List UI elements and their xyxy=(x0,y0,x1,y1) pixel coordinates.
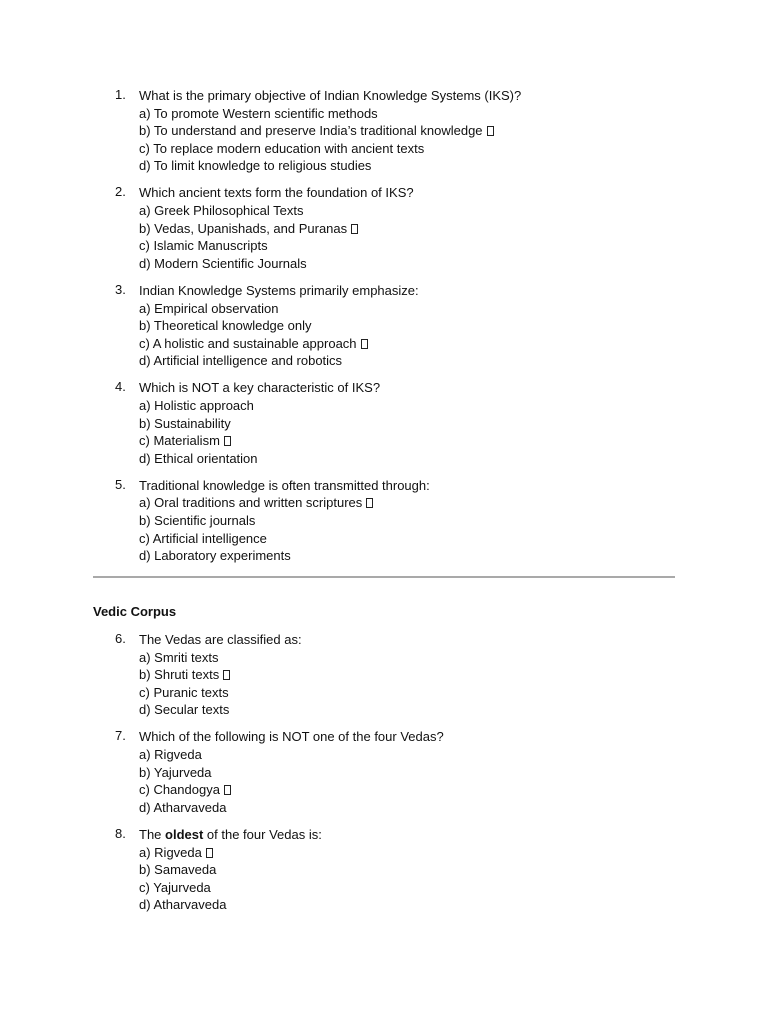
option-text: b) Scientific journals xyxy=(139,513,256,529)
option-text: a) Empirical observation xyxy=(139,300,279,316)
option-b xyxy=(139,122,768,140)
question-number: 5. xyxy=(115,476,126,492)
option-a xyxy=(139,746,768,764)
option-a xyxy=(139,105,768,123)
option-a xyxy=(139,649,768,667)
option-c xyxy=(139,530,768,548)
option-text: a) Rigveda xyxy=(139,844,202,860)
question-2 xyxy=(0,184,768,272)
option-text: c) Yajurveda xyxy=(139,879,211,895)
question-text-part: The xyxy=(139,826,166,842)
option-text: d) Laboratory experiments xyxy=(139,548,291,564)
option-b xyxy=(139,764,768,782)
option-a xyxy=(139,397,768,415)
option-text: b) Shruti texts xyxy=(139,667,220,683)
option-a xyxy=(139,494,768,512)
option-b xyxy=(139,220,768,238)
question-text-emphasis: oldest xyxy=(165,826,204,842)
question-number: 1. xyxy=(115,87,126,102)
option-text: c) Islamic Manuscripts xyxy=(139,238,268,254)
question-1 xyxy=(0,87,768,175)
horizontal-divider xyxy=(93,576,675,578)
option-b xyxy=(139,317,768,335)
question-text: What is the primary objective of Indian Knowledge Systems (IKS)? xyxy=(139,88,522,103)
option-text: a) Smriti texts xyxy=(139,649,219,665)
question-list-1 xyxy=(0,87,768,565)
answer-mark-icon xyxy=(361,339,368,349)
question-text: Which is NOT a key characteristic of IKS? xyxy=(139,380,381,396)
question-number: 2. xyxy=(115,184,126,200)
option-c xyxy=(139,237,768,255)
option-a xyxy=(139,844,768,862)
question-number: 3. xyxy=(115,281,126,297)
option-text: c) Artificial intelligence xyxy=(139,530,267,546)
question-4 xyxy=(0,379,768,467)
answer-mark-icon xyxy=(224,785,231,795)
question-8 xyxy=(0,826,768,914)
question-text: Which ancient texts form the foundation of IKS? xyxy=(139,185,414,201)
option-text: b) To understand and preserve India’s traditional knowledge xyxy=(139,123,483,139)
option-text: d) Atharvaveda xyxy=(139,897,227,913)
question-3 xyxy=(0,282,768,370)
option-b xyxy=(139,415,768,433)
option-text: b) Samaveda xyxy=(139,862,217,878)
option-text: c) To replace modern education with ancient texts xyxy=(139,140,425,156)
option-text: c) Materialism xyxy=(139,433,220,449)
option-d xyxy=(139,799,768,817)
option-c xyxy=(139,781,768,799)
question-text: Indian Knowledge Systems primarily emphasize: xyxy=(139,282,419,298)
question-text: Which of the following is NOT one of the four Vedas? xyxy=(139,729,444,745)
option-d xyxy=(139,157,768,175)
option-text: d) Secular texts xyxy=(139,702,230,718)
option-b xyxy=(139,861,768,879)
option-c xyxy=(139,879,768,897)
option-text: d) Artificial intelligence and robotics xyxy=(139,353,343,369)
answer-mark-icon xyxy=(487,126,494,136)
option-text: d) To limit knowledge to religious studies xyxy=(139,158,372,174)
question-text: The Vedas are classified as: xyxy=(139,632,302,647)
option-text: b) Yajurveda xyxy=(139,764,212,780)
option-text: a) Holistic approach xyxy=(139,398,254,413)
question-7 xyxy=(0,728,768,816)
option-text: c) Chandogya xyxy=(139,782,220,798)
option-text: d) Ethical orientation xyxy=(139,450,258,466)
option-c xyxy=(139,684,768,702)
option-d xyxy=(139,352,768,370)
option-c xyxy=(139,140,768,158)
option-d xyxy=(139,701,768,719)
option-d xyxy=(139,896,768,914)
option-a xyxy=(139,300,768,318)
answer-mark-icon xyxy=(351,224,358,234)
answer-mark-icon xyxy=(224,436,231,446)
option-b xyxy=(139,666,768,684)
option-d xyxy=(139,450,768,468)
option-text: d) Modern Scientific Journals xyxy=(139,255,307,271)
option-text: a) Oral traditions and written scriptures xyxy=(139,495,363,511)
answer-mark-icon xyxy=(223,670,230,680)
question-list-2 xyxy=(0,631,768,914)
option-d xyxy=(139,547,768,565)
option-text: a) To promote Western scientific methods xyxy=(139,105,378,121)
option-b xyxy=(139,512,768,530)
option-c xyxy=(139,335,768,353)
option-a xyxy=(139,202,768,220)
question-6 xyxy=(0,631,768,719)
question-text: Traditional knowledge is often transmitted through: xyxy=(139,477,430,493)
option-text: c) A holistic and sustainable approach xyxy=(139,335,357,351)
question-text xyxy=(139,826,768,844)
option-text: b) Sustainability xyxy=(139,415,231,431)
option-text: b) Theoretical knowledge only xyxy=(139,318,312,334)
option-text: d) Atharvaveda xyxy=(139,799,227,815)
question-number: 7. xyxy=(115,728,126,744)
question-number: 6. xyxy=(115,631,126,646)
section-heading: Vedic Corpus xyxy=(93,604,177,619)
answer-mark-icon xyxy=(206,848,213,858)
question-number: 4. xyxy=(115,379,126,395)
option-d xyxy=(139,255,768,273)
option-text: b) Vedas, Upanishads, and Puranas xyxy=(139,220,348,236)
question-text-part: of the four Vedas is: xyxy=(203,826,322,842)
option-c xyxy=(139,432,768,450)
option-text: a) Rigveda xyxy=(139,747,202,763)
option-text: c) Puranic texts xyxy=(139,684,229,700)
option-text: a) Greek Philosophical Texts xyxy=(139,203,304,219)
answer-mark-icon xyxy=(366,498,373,508)
question-number: 8. xyxy=(115,825,126,841)
question-5 xyxy=(0,477,768,565)
